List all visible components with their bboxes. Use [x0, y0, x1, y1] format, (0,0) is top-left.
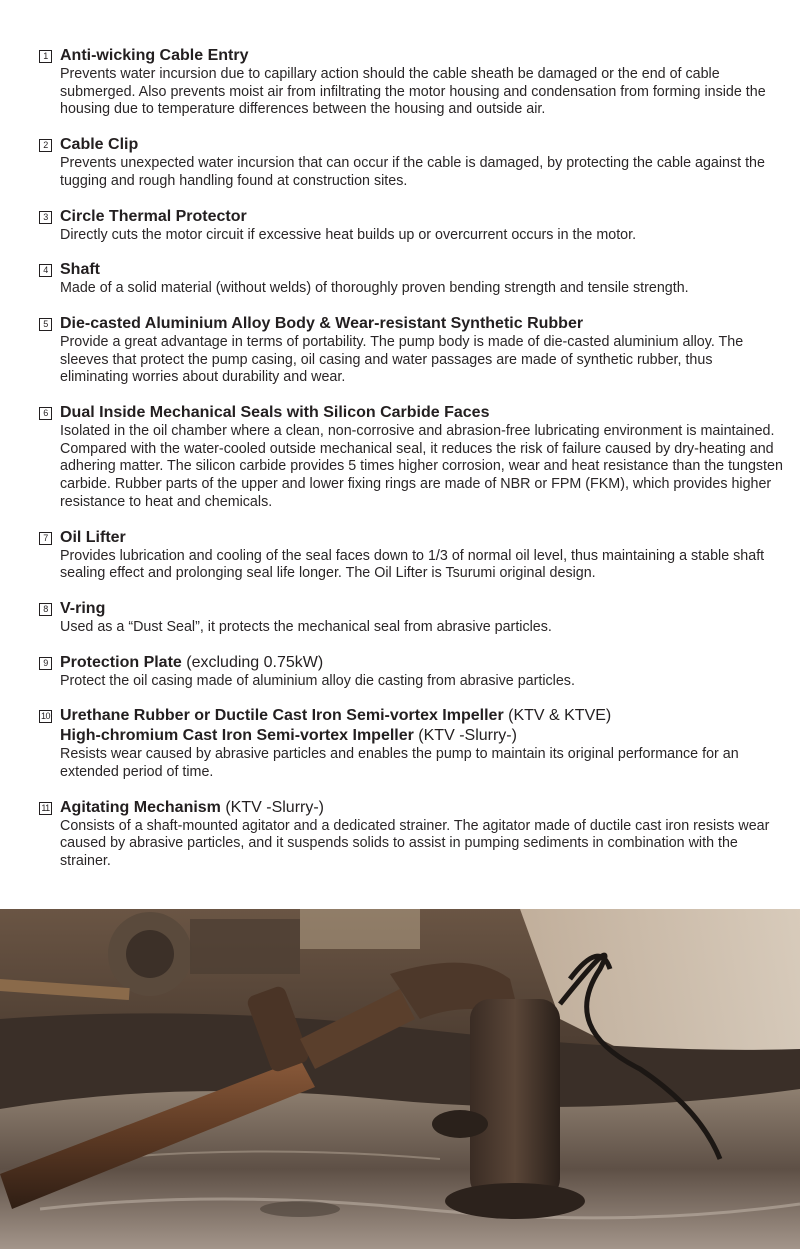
feature-description: Isolated in the oil chamber where a clean, non-corrosive and abrasion-free lubricating environment is maintained. Compared with the water-cooled outside mechanical seal, it reduces the risk of failure caused by dry-heating and adhering matter. The silicon carbide provides 5 times higher corrosion, wear and heat resistance than the tungsten carbide. Rubber parts of the upper and lower fixing rings are made of NBR or FPM (FKM), which provides higher resistance to heat and chemicals. — [60, 423, 783, 510]
feature-description: Prevents water incursion due to capillary action should the cable sheath be damaged or the end of cable submerged. Also prevents moist air from infiltrating the motor housing and condensation from forming inside the housing due to temperature differences between the housing and outside air. — [60, 66, 766, 118]
feature-title: Oil Lifter — [60, 528, 126, 546]
feature-subtitle-note: (KTV -Slurry-) — [413, 727, 517, 745]
feature-description: Prevents unexpected water incursion that can occur if the cable is damaged, by protecting the cable against the tugging and rough handling found at construction sites. — [60, 155, 765, 189]
feature-title: Dual Inside Mechanical Seals with Silicon Carbide Faces — [60, 404, 490, 422]
feature-number: 2 — [39, 139, 52, 152]
feature-title-note: (KTV & KTVE) — [503, 707, 612, 725]
feature-number: 1 — [39, 50, 52, 63]
feature-number: 7 — [39, 532, 52, 545]
feature-number: 9 — [39, 657, 52, 670]
feature-subtitle-text: High-chromium Cast Iron Semi-vortex Impeller — [60, 727, 414, 745]
feature-title: Shaft — [60, 261, 100, 279]
feature-description: Used as a “Dust Seal”, it protects the mechanical seal from abrasive particles. — [60, 618, 552, 635]
feature-title: Cable Clip — [60, 136, 139, 154]
feature-description: Consists of a shaft-mounted agitator and a dedicated strainer. The agitator made of ductile cast iron resists wear caused by abrasive particles, and it suspends solids to assist in pumping sediments in combination with the strainer. — [60, 817, 770, 870]
feature-description: Directly cuts the motor circuit if excessive heat builds up or overcurrent occurs in the motor. — [60, 226, 637, 243]
feature-title-text: Urethane Rubber or Ductile Cast Iron Semi-vortex Impeller — [60, 707, 504, 725]
feature-number: 3 — [39, 211, 52, 224]
feature-title — [60, 706, 611, 726]
feature-title: Anti-wicking Cable Entry — [60, 47, 249, 64]
feature-item — [39, 135, 784, 190]
feature-item — [39, 46, 784, 119]
feature-item — [39, 528, 784, 583]
feature-title-note: (KTV -Slurry-) — [220, 798, 325, 816]
feature-number: 11 — [39, 802, 52, 815]
feature-subtitle — [60, 726, 784, 746]
feature-item — [39, 260, 784, 298]
feature-description: Protect the oil casing made of aluminium alloy die casting from abrasive particles. — [60, 672, 575, 689]
feature-item — [39, 798, 784, 871]
feature-title — [60, 653, 323, 673]
feature-title — [60, 798, 324, 818]
feature-title: V-ring — [60, 599, 106, 617]
feature-number: 8 — [39, 603, 52, 616]
feature-number: 10 — [40, 711, 50, 722]
feature-description: Made of a solid material (without welds) of thoroughly proven bending strength and tensile strength. — [60, 280, 689, 297]
feature-item — [39, 706, 784, 781]
feature-title: Die-casted Aluminium Alloy Body & Wear-resistant Synthetic Rubber — [60, 314, 584, 332]
feature-title-note: (excluding 0.75kW) — [181, 653, 324, 671]
feature-item — [39, 403, 784, 512]
feature-title: Circle Thermal Protector — [60, 207, 247, 225]
feature-title-text: Agitating Mechanism — [60, 798, 221, 816]
feature-number: 6 — [39, 407, 52, 420]
feature-number: 4 — [39, 264, 52, 277]
feature-description: Provides lubrication and cooling of the seal faces down to 1/3 of normal oil level, thus maintaining a stable shaft sealing effect and prolonging seal life longer. The Oil Lifter is Tsurumi original design. — [60, 547, 765, 582]
feature-list — [39, 46, 784, 887]
feature-item — [39, 207, 784, 245]
feature-item — [39, 599, 784, 637]
feature-number: 5 — [39, 318, 52, 331]
feature-description: Resists wear caused by abrasive particles and enables the pump to maintain its original performance for an extended period of time. — [60, 746, 739, 781]
feature-item — [39, 314, 784, 387]
pump-site-photo — [0, 909, 800, 1249]
feature-title-text: Protection Plate — [60, 653, 182, 671]
feature-description: Provide a great advantage in terms of portability. The pump body is made of die-casted aluminium alloy. The sleeves that protect the pump casing, oil casing and water passages are made of synthetic rubber, thus eliminating worries about durability and wear. — [60, 333, 744, 386]
feature-item — [39, 653, 784, 691]
